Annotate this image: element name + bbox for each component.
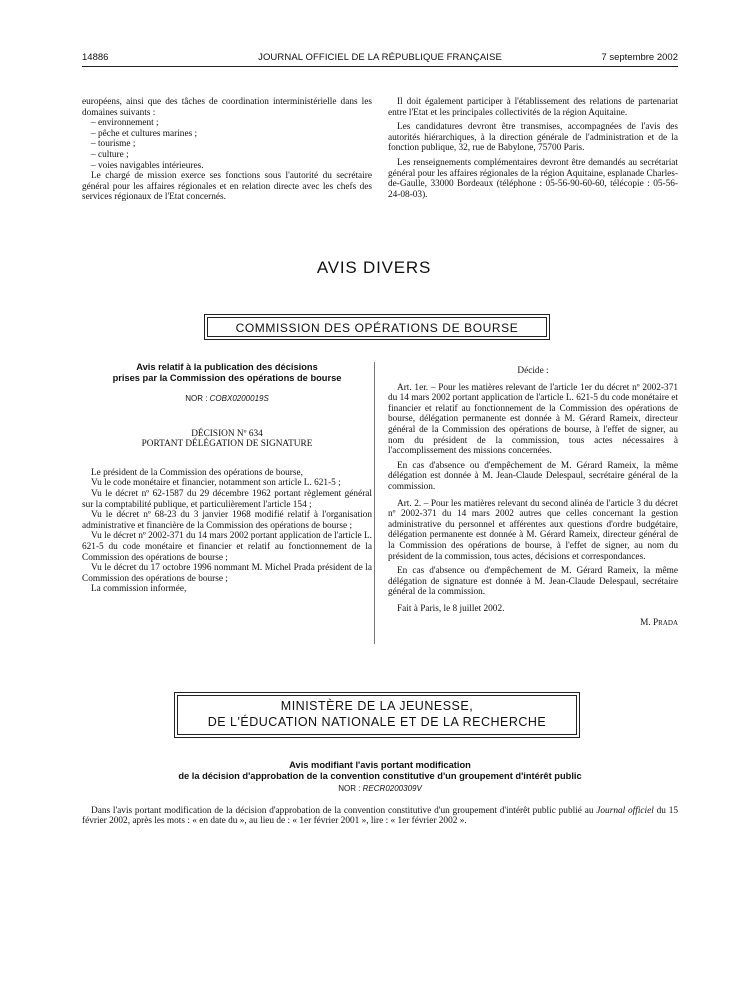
signature: M. Prada <box>640 618 678 629</box>
nor-label: NOR : <box>338 784 361 793</box>
cob-visa: Vu le code monétaire et financier, notamment son article L. 621-5 ; <box>91 478 341 489</box>
list-item: – pêche et cultures marines ; <box>91 128 198 139</box>
list-item: – voies navigables intérieures. <box>91 160 204 171</box>
page-number: 14886 <box>82 52 109 63</box>
decision-number: DÉCISION Nº 634 <box>191 428 263 439</box>
journal-title: JOURNAL OFFICIEL DE LA RÉPUBLIQUE FRANÇAISE <box>258 52 502 63</box>
cob-visa: Vu le décret du 17 octobre 1996 nommant M. Michel Prada président de la Commission des opérations de bourse ; <box>82 563 372 584</box>
cob-box-title: COMMISSION DES OPÉRATIONS DE BOURSE <box>235 321 519 335</box>
cob-right-column <box>388 366 678 629</box>
column-divider <box>374 362 375 644</box>
publication-date: 7 septembre 2002 <box>601 52 678 63</box>
cob-visa: Le président de la Commission des opérations de bourse, <box>91 467 303 478</box>
top-right-paragraph: Les candidatures devront être transmises, accompagnées de l'avis des autorités hiérarchiques, à la direction générale de l'administration et de la fonction publique, 32, rue de Babylone, 75700 Paris. <box>388 122 678 154</box>
list-item: – culture ; <box>91 149 129 160</box>
ministere-nor <box>82 784 678 795</box>
cob-left-column <box>82 362 372 595</box>
article-1: Art. 1er. – Pour les matières relevant de l'article 1er du décret nº 2002-371 du 14 mars 2002 portant application de l'article L. 621-5 du code monétaire et financier et relatif au fonctionnement de la Commission des opérations de bourse, délégation permanente est donnée à M. Gérard Rameix, directeur général de la Commission des opérations de bourse, à l'effet de signer, au nom du président de la commission, tous actes nécessaires à l'accomplissement des missions concernées. <box>388 382 678 457</box>
body-end: du 15 février 2002, après les mots : « en date du », au lieu de : « 1er février 2001 », lire : « 1er février 2002 ». <box>82 805 679 827</box>
cob-title-box <box>204 314 550 340</box>
body-start: Dans l'avis portant modification de la décision d'approbation de la convention constitutive d'un groupement d'intérêt public publié au <box>91 805 594 816</box>
nor-code: COBX0200019S <box>209 394 269 403</box>
top-right-column <box>388 97 678 200</box>
list-item: – environnement ; <box>91 118 159 129</box>
article-2-substitute: En cas d'absence ou d'empêchement de M. Gérard Rameix, la même délégation de signature est donnée à M. Jean-Claude Delespaul, secrétaire général de la commission. <box>388 566 678 598</box>
cob-visa: Vu le décret nº 62-1587 du 29 décembre 1962 portant règlement général sur la comptabilité publique, et particulièrement l'article 154 ; <box>82 488 372 510</box>
top-right-paragraph: Les renseignements complémentaires devront être demandés au secrétariat général pour les affaires régionales de la région Aquitaine, esplanade Charles-de-Gaulle, 33000 Bordeaux (téléphone : 05-56-90-60-60, télécopie : 05-56-24-08-03). <box>388 157 678 200</box>
ministere-notice-title-2: de la décision d'approbation de la convention constitutive d'un groupement d'intérêt public <box>178 771 582 781</box>
ministere-title-box <box>174 692 580 738</box>
page-header <box>82 50 678 66</box>
top-left-closing: Le chargé de mission exerce ses fonctions sous l'autorité du secrétaire général pour les affaires régionales et en relation directe avec les chefs des services régionaux de l'Etat concernés. <box>82 171 372 203</box>
fait-a-paris: Fait à Paris, le 8 juillet 2002. <box>397 603 505 614</box>
article-1-substitute: En cas d'absence ou d'empêchement de M. Gérard Rameix, la même délégation est donnée à M. Jean-Claude Delespaul, secrétaire général de la commission. <box>388 460 678 492</box>
ministere-notice <box>82 760 678 827</box>
cob-notice-title-1: Avis relatif à la publication des décisions <box>136 362 318 372</box>
top-left-column <box>82 97 372 203</box>
header-rule <box>82 66 678 67</box>
decision-subject: PORTANT DÉLÉGATION DE SIGNATURE <box>141 439 313 450</box>
cob-visa: Vu le décret nº 68-23 du 3 janvier 1968 modifié relatif à l'organisation administrative et financière de la Commission des opérations de bourse ; <box>82 510 372 531</box>
cob-nor <box>82 394 372 405</box>
journal-officiel: Journal officiel <box>596 805 654 816</box>
ministere-box-line-2: DE L'ÉDUCATION NATIONALE ET DE LA RECHERCHE <box>207 715 547 729</box>
cob-visa: Vu le décret nº 2002-371 du 14 mars 2002 portant application de l'article L. 621-5 du code monétaire et financier et relatif au fonctionnement de la Commission des opérations de bourse ; <box>82 531 372 563</box>
article-2: Art. 2. – Pour les matières relevant du second alinéa de l'article 3 du décret nº 2002-371 du 14 mars 2002 autres que celles concernant la gestion administrative du personnel et afférentes aux questions d'ordre budgétaire, délégation permanente est donnée à M. Gérard Rameix, directeur général de la Commission des opérations de bourse, à l'effet de signer, au nom du président de la commission, tous actes, décisions et correspondances. <box>388 498 678 562</box>
top-left-intro: européens, ainsi que des tâches de coordination interministérielle dans les domaines suivants : <box>82 97 372 118</box>
ministere-box-line-1: MINISTÈRE DE LA JEUNESSE, <box>280 699 474 713</box>
decide-heading: Décide : <box>517 366 549 376</box>
list-item: – tourisme ; <box>91 139 136 150</box>
cob-visa: La commission informée, <box>91 584 187 595</box>
section-heading: AVIS DIVERS <box>316 258 432 277</box>
cob-notice-title-2: prises par la Commission des opérations de bourse <box>112 373 342 383</box>
ministere-body <box>82 806 678 827</box>
nor-label: NOR : <box>185 394 208 403</box>
nor-code: RECR0200309V <box>362 784 422 793</box>
ministere-notice-title-1: Avis modifiant l'avis portant modification <box>289 760 471 770</box>
top-right-paragraph: Il doit également participer à l'établissement des relations de partenariat entre l'Etat et les principales collectivités de la région Aquitaine. <box>388 97 678 118</box>
